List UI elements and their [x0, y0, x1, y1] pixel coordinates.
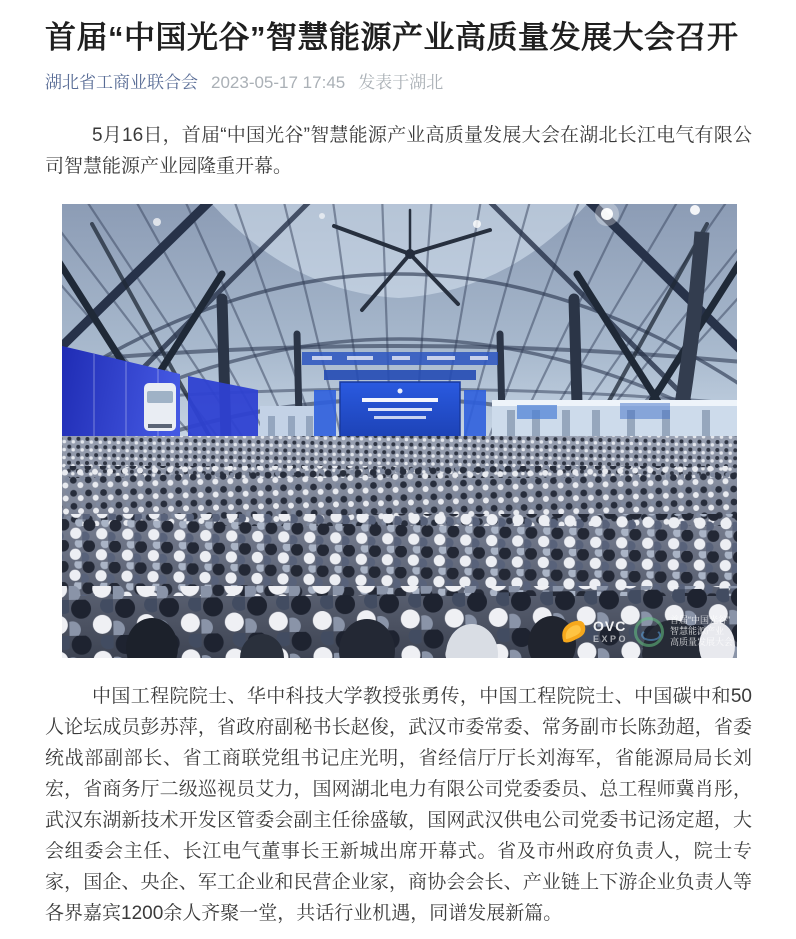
watermark-orange-mark-icon — [559, 618, 587, 646]
publish-time: 2023-05-17 17:45 — [211, 72, 346, 92]
article-byline — [45, 72, 752, 94]
conference-photo[interactable] — [62, 204, 737, 658]
event-ring-logo-icon — [634, 617, 664, 647]
publish-location: 发表于湖北 — [358, 72, 444, 92]
conference-hall-illustration — [62, 204, 737, 658]
ovc-expo-logo — [593, 619, 628, 644]
paragraph-attendees: 中国工程院院士、华中科技大学教授张勇传，中国工程院院士、中国碳中和50人论坛成员彭苏萍，省政府副秘书长赵俊，武汉市委常委、常务副市长陈劲超，省委统战部副部长、省工商联党组书记庄光明，省经信厅厅长刘海军，省能源局局长刘宏，省商务厅二级巡视员艾力，国网湖北电力有限公司党委委员、总工程师冀肖彤，武汉东湖新技术开发区管委会副主任徐盛敏，国网武汉供电公司党委书记汤定超，大会组委会主任、长江电气董事长王新城出席开幕式。省及市州政府负责人，院士专家，国企、央企、军工企业和民营企业家，商协会会长、产业链上下游企业负责人等各界嘉宾1200余人齐聚一堂，共话行业机遇，同谱发展新篇。 — [45, 686, 752, 924]
expo-logo-text: EXPO — [592, 634, 628, 644]
photo-watermark — [559, 615, 733, 648]
article-title: 首届“中国光谷”智慧能源产业高质量发展大会召开 — [45, 20, 739, 55]
ovc-logo-text: OVC — [592, 618, 627, 634]
watermark-event-title: 首届“中国光谷” 智慧能源产业 高质量发展大会 — [669, 615, 733, 647]
account-name-link[interactable]: 湖北省工商业联合会 — [45, 72, 198, 92]
paragraph-intro: 5月16日，首届“中国光谷”智慧能源产业高质量发展大会在湖北长江电气有限公司智慧能源产业园隆重开幕。 — [45, 125, 752, 177]
